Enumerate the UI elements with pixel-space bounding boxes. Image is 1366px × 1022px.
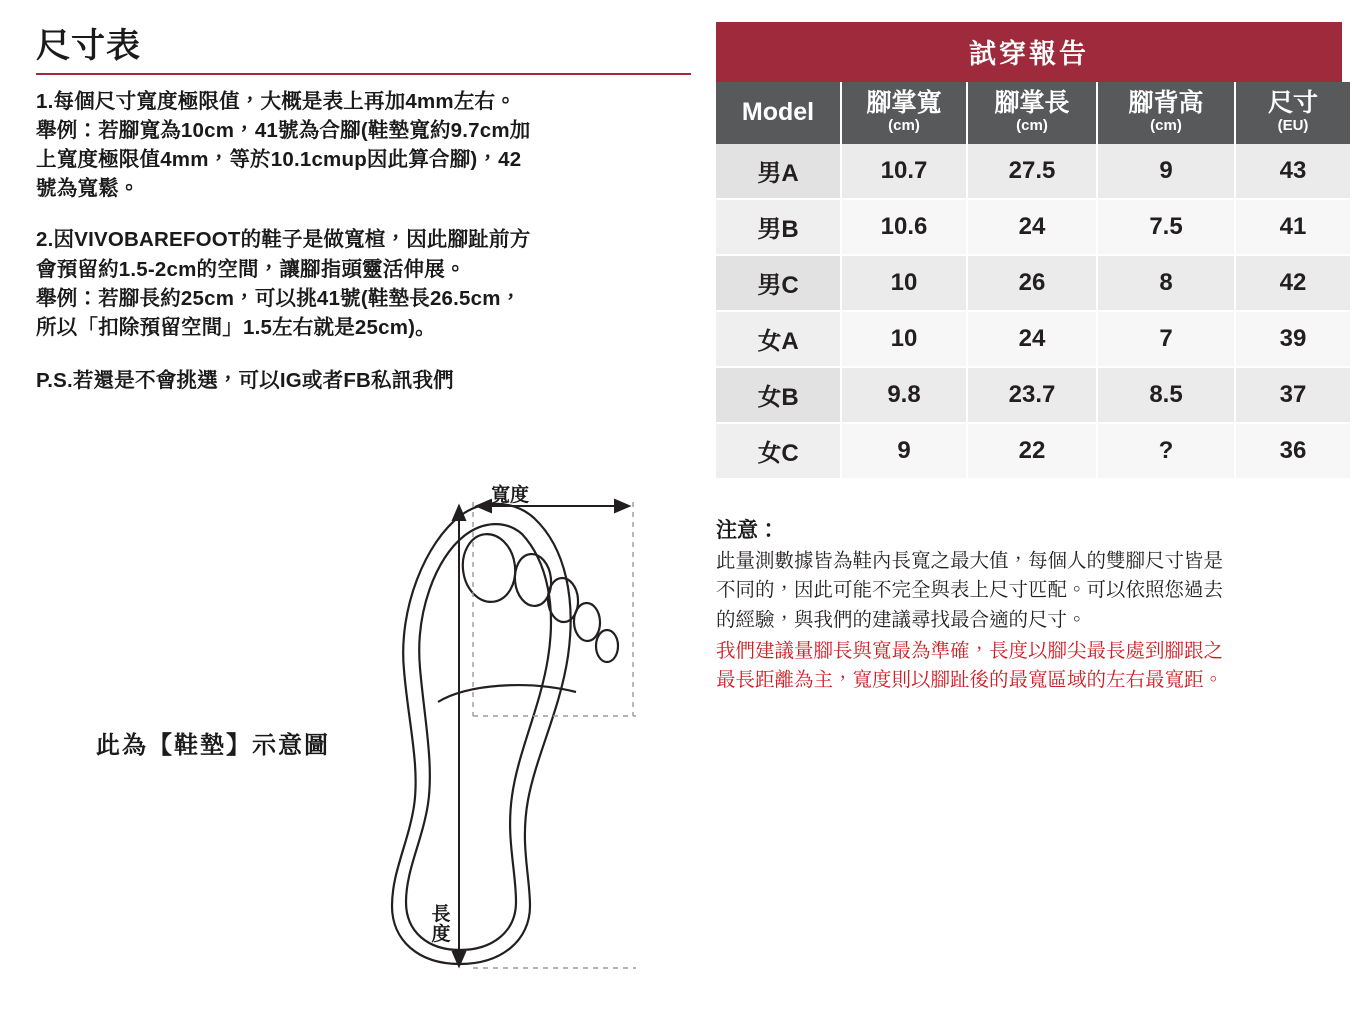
notice-highlight xyxy=(716,637,1342,696)
cell-model: 女C xyxy=(716,423,841,479)
cell-model: 男A xyxy=(716,144,841,199)
column-header-instep-height-label: 腳背高 xyxy=(1128,89,1204,117)
page-title: 尺寸表 xyxy=(36,27,141,65)
diagram-width-label: 寬度 xyxy=(491,485,530,506)
cell-foot-width: 10 xyxy=(841,255,967,311)
column-header-foot-width xyxy=(841,82,967,144)
insole-diagram xyxy=(36,470,696,1000)
cell-model: 女A xyxy=(716,311,841,367)
table-banner: 試穿報告 xyxy=(716,22,1342,82)
column-header-instep-height xyxy=(1097,82,1235,144)
cell-instep-height: 7 xyxy=(1097,311,1235,367)
table-row xyxy=(716,367,1350,423)
cell-foot-length: 26 xyxy=(967,255,1097,311)
table-header-row xyxy=(716,82,1350,144)
diagram-length-label: 長度 xyxy=(431,904,451,945)
paragraph-2-line-1: 2.因VIVOBAREFOOT的鞋子是做寬楦，因此腳趾前方 xyxy=(36,228,531,252)
cell-size: 37 xyxy=(1235,367,1350,423)
cell-model: 女B xyxy=(716,367,841,423)
cell-foot-length: 23.7 xyxy=(967,367,1097,423)
paragraph-2-line-4: 所以「扣除預留空間」1.5左右就是25cm)。 xyxy=(36,315,436,339)
column-header-size xyxy=(1235,82,1350,144)
right-column xyxy=(716,22,1342,695)
cell-instep-height: 9 xyxy=(1097,144,1235,199)
cell-model: 男C xyxy=(716,255,841,311)
column-header-foot-length-label: 腳掌長 xyxy=(994,89,1070,117)
table-row xyxy=(716,144,1350,199)
paragraph-2 xyxy=(36,225,696,341)
notice-block xyxy=(716,514,1342,695)
table-row xyxy=(716,311,1350,367)
table-row xyxy=(716,423,1350,479)
cell-foot-width: 10 xyxy=(841,311,967,367)
cell-size: 43 xyxy=(1235,144,1350,199)
left-column xyxy=(36,18,696,413)
column-header-foot-width-unit: (cm) xyxy=(888,117,920,134)
column-header-foot-length-unit: (cm) xyxy=(1016,117,1048,134)
column-header-model xyxy=(716,82,841,144)
paragraph-1-line-2: 舉例：若腳寬為10cm，41號為合腳(鞋墊寬約9.7cm加 xyxy=(36,119,531,143)
cell-foot-width: 9 xyxy=(841,423,967,479)
column-header-model-label: Model xyxy=(741,97,815,126)
cell-size: 36 xyxy=(1235,423,1350,479)
notice-highlight-line-1: 我們建議量腳長與寬最為準確，長度以腳尖最長處到腳跟之 xyxy=(716,639,1224,662)
cell-size: 42 xyxy=(1235,255,1350,311)
cell-instep-height: 8.5 xyxy=(1097,367,1235,423)
cell-foot-width: 9.8 xyxy=(841,367,967,423)
cell-instep-height: 8 xyxy=(1097,255,1235,311)
column-header-instep-height-unit: (cm) xyxy=(1150,117,1182,134)
notice-highlight-line-2: 最長距離為主，寬度則以腳趾後的最寬區域的左右最寬距。 xyxy=(716,669,1224,692)
column-header-foot-length xyxy=(967,82,1097,144)
cell-foot-length: 24 xyxy=(967,311,1097,367)
insole-illustration-svg xyxy=(36,470,696,1000)
table-head xyxy=(716,82,1350,144)
cell-foot-length: 22 xyxy=(967,423,1097,479)
fit-report-table xyxy=(716,82,1350,480)
paragraph-1-line-1: 1.每個尺寸寬度極限值，大概是表上再加4mm左右。 xyxy=(36,90,516,113)
cell-foot-width: 10.7 xyxy=(841,144,967,199)
column-header-foot-width-label: 腳掌寬 xyxy=(866,89,942,117)
paragraph-1 xyxy=(36,87,696,203)
cell-model: 男B xyxy=(716,199,841,255)
column-header-size-unit: (EU) xyxy=(1277,117,1309,134)
cell-instep-height: 7.5 xyxy=(1097,199,1235,255)
paragraph-3 xyxy=(36,366,696,395)
table-row xyxy=(716,255,1350,311)
cell-foot-length: 27.5 xyxy=(967,144,1097,199)
diagram-caption: 此為【鞋墊】示意圖 xyxy=(96,732,330,759)
notice-body-line-2: 不同的，因此可能不完全與表上尺寸匹配。可以依照您過去 xyxy=(716,579,1224,602)
notice-body-line-1: 此量測數據皆為鞋內長寬之最大值，每個人的雙腳尺寸皆是 xyxy=(716,550,1224,573)
notice-body-line-3: 的經驗，與我們的建議尋找最合適的尺寸。 xyxy=(716,608,1087,631)
paragraph-3-line-1: P.S.若還是不會挑選，可以IG或者FB私訊我們 xyxy=(36,368,454,392)
cell-size: 41 xyxy=(1235,199,1350,255)
table-row xyxy=(716,199,1350,255)
paragraph-2-line-2: 會預留約1.5-2cm的空間，讓腳指頭靈活伸展。 xyxy=(36,257,466,281)
table-body xyxy=(716,144,1350,479)
paragraph-1-line-3: 上寬度極限值4mm，等於10.1cmup因此算合腳)，42 xyxy=(36,148,522,172)
notice-body xyxy=(716,547,1342,635)
title-divider xyxy=(36,73,691,75)
paragraph-1-line-4: 號為寬鬆。 xyxy=(36,177,140,201)
column-header-size-label: 尺寸 xyxy=(1267,89,1318,117)
paragraph-2-line-3: 舉例：若腳長約25cm，可以挑41號(鞋墊長26.5cm， xyxy=(36,286,522,310)
cell-foot-width: 10.6 xyxy=(841,199,967,255)
cell-size: 39 xyxy=(1235,311,1350,367)
cell-instep-height: ? xyxy=(1097,423,1235,479)
cell-foot-length: 24 xyxy=(967,199,1097,255)
notice-title: 注意： xyxy=(716,519,779,543)
